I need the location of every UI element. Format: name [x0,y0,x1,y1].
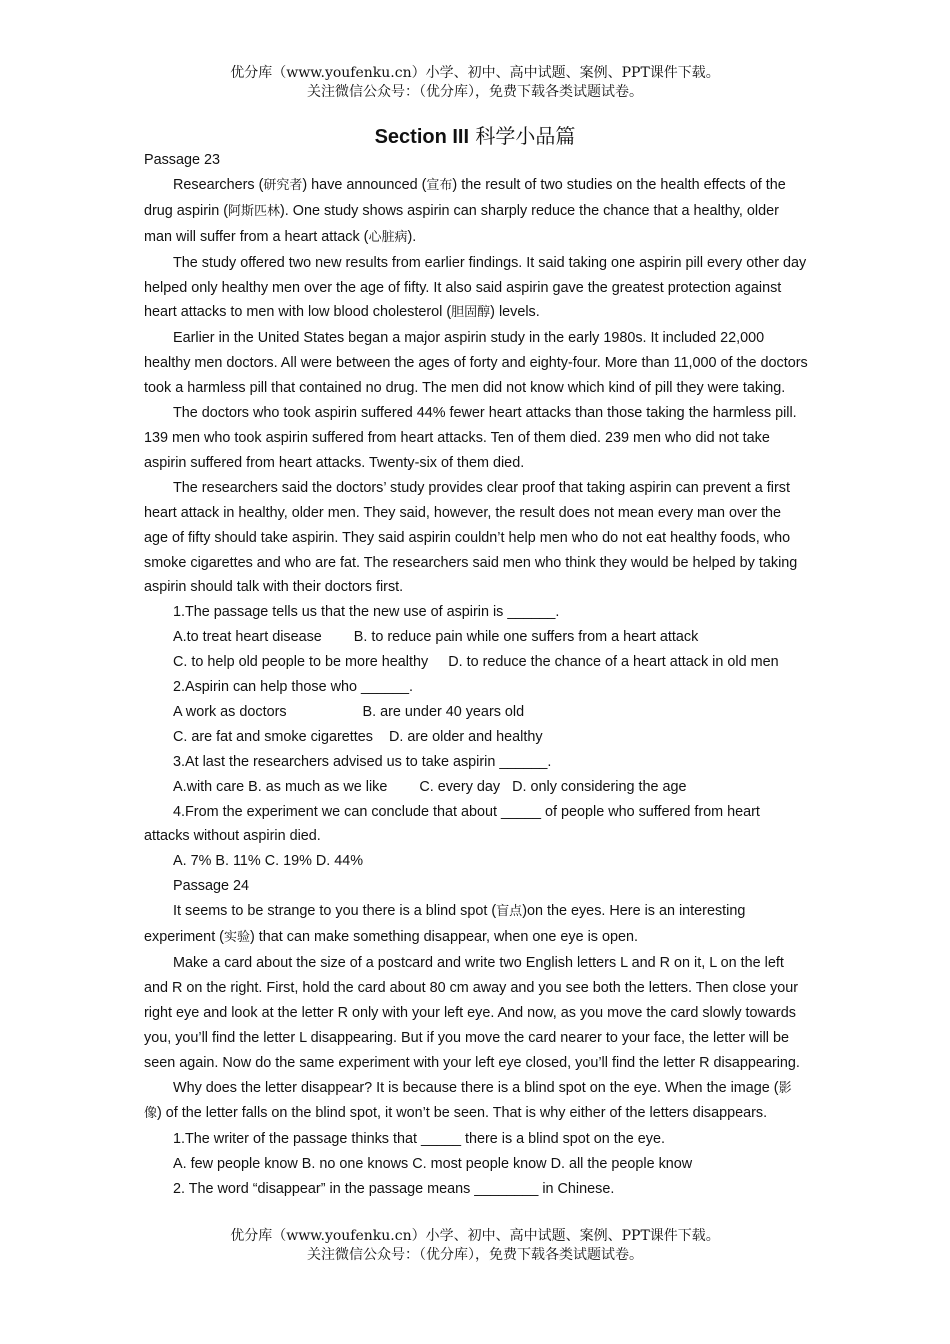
gloss-cn: 研究者 [263,177,303,193]
text-run: ) of the letter falls on the blind spot, it won’t be seen. That is why either of the letters disappears. [157,1105,768,1122]
p23-paragraph-3: Earlier in the United States began a major aspirin study in the early 1980s. It included 22,000 healthy men doctors. All were between the ages of forty and eighty-four. More than 11,000 of the doctors took a harmless pill that contained no drug. The men did not know which kind of pill they were taking. [144,330,808,397]
header-line-2: 关注微信公众号：（优分库），免费下载各类试题试卷。 [307,84,643,100]
page-header [0,64,950,102]
p23-paragraph-4: The doctors who took aspirin suffered 44% fewer heart attacks than those taking the harmless pill. 139 men who took aspirin suffered from heart attacks. Ten of them died. 239 men who did not take aspirin suffered from heart attacks. Twenty-six of them died. [144,405,797,471]
p23-q3-options: A.with care B. as much as we like C. every day D. only considering the age [173,778,687,795]
text-run: Researchers ( [173,176,264,193]
text-run: ). One study shows aspirin can sharply reduce the chance that a healthy, older man will suffer from a heart attack ( [144,202,779,245]
text-run: The study offered two new results from earlier findings. It said taking one aspirin pill every other day helped only healthy men over the age of fifty. It also said aspirin gave the greatest protection against heart attacks to men with low blood cholesterol ( [144,254,807,321]
footer-line-1: 优分库（www.youfenku.cn）小学、初中、高中试题、案例、PPT课件下载。 [230,1228,720,1244]
p23-q4-options: A. 7% B. 11% C. 19% D. 44% [173,853,364,870]
p24-paragraph-2: Make a card about the size of a postcard and write two English letters L and R on it, L on the left and R on the right. First, hold the card about 80 cm away and you see both the letters. Then close your right eye and look at the letter R only with your left eye. And now, as you move the card slowly towards you, you’ll find the letter L disappearing. But if you move the card nearer to your face, the letter will be seen again. Now do the same experiment with your left eye closed, you’ll find the letter R disappearing. [144,955,800,1071]
p23-q1-options-1: A.to treat heart disease B. to reduce pain while one suffers from a heart attack [173,629,699,646]
p24-paragraph-3 [144,1076,808,1128]
gloss-cn: 胆固醇 [451,305,491,321]
footer-line-2: 关注微信公众号：（优分库），免费下载各类试题试卷。 [307,1247,643,1263]
p23-question-4: 4.From the experiment we can conclude that about _____ of people who suffered from heart attacks without aspirin died. [144,803,760,845]
gloss-cn: 宣布 [426,177,453,193]
text-run: ) have announced ( [302,176,427,193]
page-footer [0,1227,950,1265]
p24-question-2: 2. The word “disappear” in the passage means ________ in Chinese. [173,1181,615,1198]
p23-q1-options-2: C. to help old people to be more healthy D. to reduce the chance of a heart attack in old men [173,654,779,671]
text-run: ) the result of two studies on the health effects of the drug aspirin ( [144,176,786,219]
gloss-cn: 阿斯匹林 [227,203,280,219]
p24-question-1: 1.The writer of the passage thinks that _____ there is a blind spot on the eye. [173,1131,665,1148]
p23-question-2: 2.Aspirin can help those who ______. [173,679,414,696]
document-body [144,148,808,1202]
text-run: ). [407,228,417,245]
p24-paragraph-1 [144,899,808,951]
text-run: It seems to be strange to you there is a blind spot ( [173,903,497,920]
gloss-cn: 影像 [144,1080,792,1122]
p23-paragraph-2 [144,251,808,327]
p23-q2-options-1: A work as doctors B. are under 40 years old [173,703,525,720]
gloss-cn: 实验 [223,930,250,946]
p23-question-3: 3.At last the researchers advised us to take aspirin ______. [173,753,552,770]
header-line-1: 优分库（www.youfenku.cn）小学、初中、高中试题、案例、PPT课件下载。 [230,65,720,81]
p23-paragraph-1 [144,173,808,251]
section-title-cn: 科学小品篇 [469,124,576,148]
gloss-cn: 心脏病 [368,229,408,245]
text-run: ) that can make something disappear, when one eye is open. [250,929,638,946]
p24-q1-options: A. few people know B. no one knows C. most people know D. all the people know [173,1156,693,1173]
p23-q2-options-2: C. are fat and smoke cigarettes D. are older and healthy [173,728,543,745]
text-run: ) levels. [490,304,540,321]
text-run: Why does the letter disappear? It is because there is a blind spot on the eye. When the image ( [173,1079,779,1096]
section-title-en: Section III [374,126,470,148]
p23-question-1: 1.The passage tells us that the new use of aspirin is ______. [173,604,560,621]
p23-paragraph-5: The researchers said the doctors’ study provides clear proof that taking aspirin can prevent a first heart attack in healthy, older men. They said, however, the result does not mean every man over the age of fifty should take aspirin. They said aspirin couldn’t help men who do not eat healthy foods, who smoke cigarettes and who are fat. The researchers said men who think they would be helped by taking aspirin should talk with their doctors first. [144,479,798,596]
gloss-cn: 盲点 [496,904,523,920]
passage-23-label: Passage 23 [144,152,221,168]
text-run: )on the eyes. Here is an interesting experiment ( [144,903,746,946]
passage-24-label: Passage 24 [173,878,250,895]
